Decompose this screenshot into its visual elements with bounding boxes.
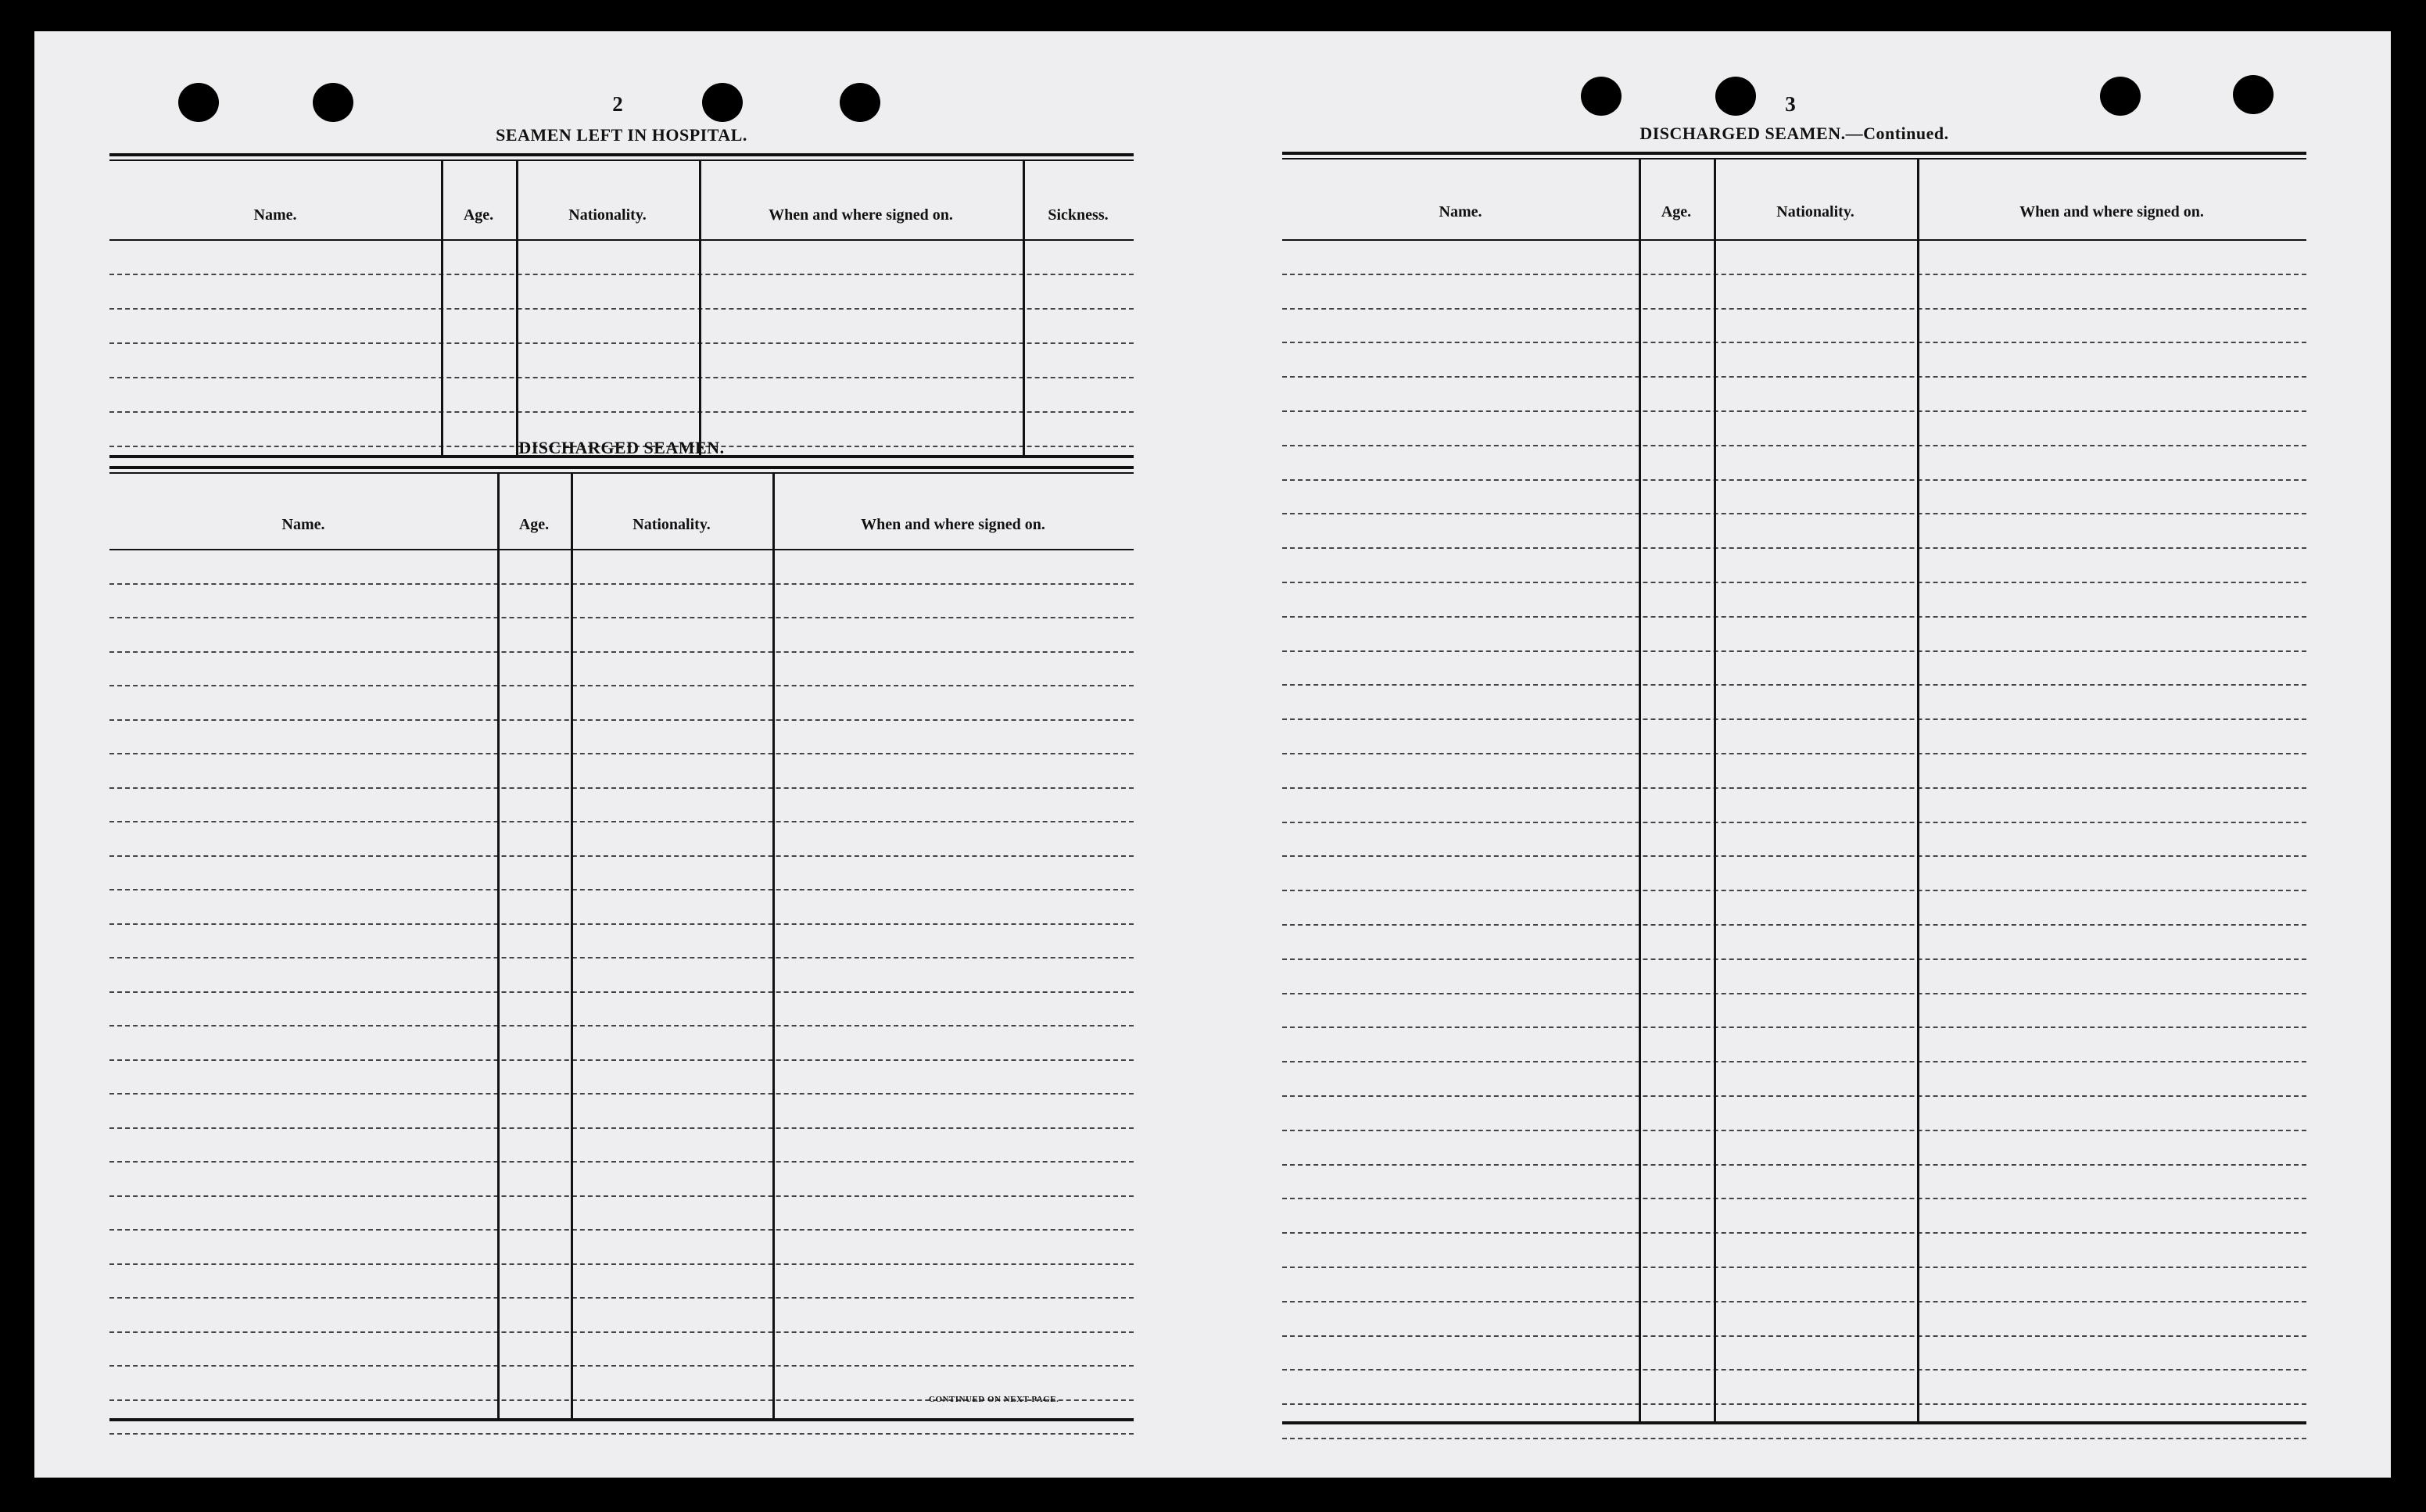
punch-hole — [178, 83, 219, 122]
continued-note: CONTINUED ON NEXT PAGE. — [929, 1395, 1059, 1404]
row-line — [109, 583, 1134, 585]
row-line — [109, 821, 1134, 822]
row-line — [109, 617, 1134, 618]
row-line — [1282, 1403, 2306, 1405]
column-divider — [1714, 159, 1716, 1421]
punch-hole — [313, 83, 353, 122]
row-line — [1282, 890, 2306, 891]
row-line — [109, 342, 1134, 344]
row-line — [1282, 1061, 2306, 1062]
column-divider — [772, 474, 775, 1418]
row-line — [109, 889, 1134, 890]
row-line — [109, 651, 1134, 653]
row-line — [1282, 1232, 2306, 1234]
row-line — [1282, 822, 2306, 823]
row-line — [1282, 684, 2306, 686]
punch-hole — [2233, 75, 2274, 114]
row-line — [1282, 924, 2306, 926]
row-line — [109, 1025, 1134, 1027]
column-divider — [497, 474, 500, 1418]
row-line — [109, 1229, 1134, 1231]
column-header: Sickness. — [1048, 206, 1109, 224]
row-line — [1282, 993, 2306, 994]
row-line — [1282, 958, 2306, 960]
punch-hole — [1581, 77, 1622, 116]
column-header: When and where signed on. — [861, 516, 1045, 533]
column-header: Age. — [1661, 203, 1692, 220]
punch-hole — [840, 83, 880, 122]
row-line — [109, 1365, 1134, 1367]
column-divider — [516, 161, 518, 455]
discharged-table-left — [109, 466, 1134, 1423]
row-line — [1282, 616, 2306, 618]
table-top-rule — [109, 159, 1134, 161]
table-bottom-rule — [109, 1418, 1134, 1421]
row-line — [1282, 1267, 2306, 1268]
row-line — [109, 923, 1134, 925]
column-divider — [441, 161, 443, 455]
page-number-right: 3 — [1785, 92, 1796, 116]
column-divider — [1917, 159, 1919, 1421]
row-line — [109, 411, 1134, 413]
document-page — [34, 31, 2391, 1478]
column-divider — [699, 161, 701, 455]
column-header: Age. — [518, 516, 550, 533]
row-line — [1282, 513, 2306, 514]
column-header: Name. — [281, 516, 325, 533]
row-line — [1282, 410, 2306, 412]
column-header: When and where signed on. — [769, 206, 953, 224]
row-line — [109, 308, 1134, 310]
header-rule — [109, 239, 1134, 241]
row-line — [1282, 479, 2306, 481]
column-divider — [1639, 159, 1641, 1421]
row-line — [1282, 1369, 2306, 1370]
column-header: When and where signed on. — [2019, 203, 2204, 220]
table-bottom-rule — [1282, 1421, 2306, 1424]
row-line — [1282, 582, 2306, 583]
table-top-rule — [109, 472, 1134, 474]
header-rule — [109, 549, 1134, 550]
row-line — [1282, 1095, 2306, 1097]
column-header: Nationality. — [632, 516, 711, 533]
row-line — [109, 787, 1134, 789]
row-line — [109, 274, 1134, 275]
row-line — [1282, 1027, 2306, 1028]
row-line — [1282, 308, 2306, 310]
row-line — [1282, 1198, 2306, 1199]
row-line — [1282, 376, 2306, 378]
row-line — [109, 957, 1134, 958]
row-line — [1282, 650, 2306, 652]
column-header: Nationality. — [1776, 203, 1854, 220]
column-header: Name. — [1439, 203, 1482, 220]
table-top-rule — [109, 466, 1134, 469]
row-line — [1282, 342, 2306, 343]
row-line — [1282, 1130, 2306, 1131]
row-line — [1282, 274, 2306, 275]
table-top-rule — [109, 153, 1134, 156]
row-line — [109, 855, 1134, 857]
row-line — [1282, 1335, 2306, 1337]
row-line — [109, 1331, 1134, 1333]
column-header: Age. — [463, 206, 494, 224]
discharged-section-title-right: DISCHARGED SEAMEN.—Continued. — [1639, 124, 1949, 143]
table-top-rule — [1282, 158, 2306, 159]
row-line — [109, 1297, 1134, 1299]
row-line — [109, 1127, 1134, 1129]
row-line — [109, 1263, 1134, 1265]
row-line — [109, 1161, 1134, 1163]
row-line — [1282, 753, 2306, 754]
hospital-table — [109, 153, 1134, 464]
discharged-table-right — [1282, 152, 2306, 1426]
column-divider — [571, 474, 573, 1418]
row-line — [1282, 1438, 2306, 1439]
row-line — [109, 1093, 1134, 1095]
row-line — [1282, 855, 2306, 857]
table-top-rule — [1282, 152, 2306, 155]
row-line — [109, 1059, 1134, 1061]
discharged-section-title-left: DISCHARGED SEAMEN. — [518, 438, 725, 457]
page-number-left: 2 — [612, 92, 623, 116]
hospital-section-title: SEAMEN LEFT IN HOSPITAL. — [496, 125, 747, 145]
column-header: Name. — [253, 206, 297, 224]
row-line — [109, 685, 1134, 686]
row-line — [109, 719, 1134, 721]
column-header: Nationality. — [568, 206, 647, 224]
header-rule — [1282, 239, 2306, 241]
row-line — [109, 1433, 1134, 1435]
row-line — [1282, 547, 2306, 549]
punch-hole — [702, 83, 743, 122]
row-line — [1282, 445, 2306, 446]
row-line — [109, 753, 1134, 754]
row-line — [1282, 1301, 2306, 1302]
row-line — [1282, 1164, 2306, 1166]
punch-hole — [1715, 77, 1756, 116]
row-line — [109, 377, 1134, 378]
row-line — [109, 1195, 1134, 1197]
row-line — [1282, 718, 2306, 720]
row-line — [1282, 787, 2306, 789]
punch-hole — [2100, 77, 2141, 116]
column-divider — [1023, 161, 1025, 455]
row-line — [109, 991, 1134, 993]
